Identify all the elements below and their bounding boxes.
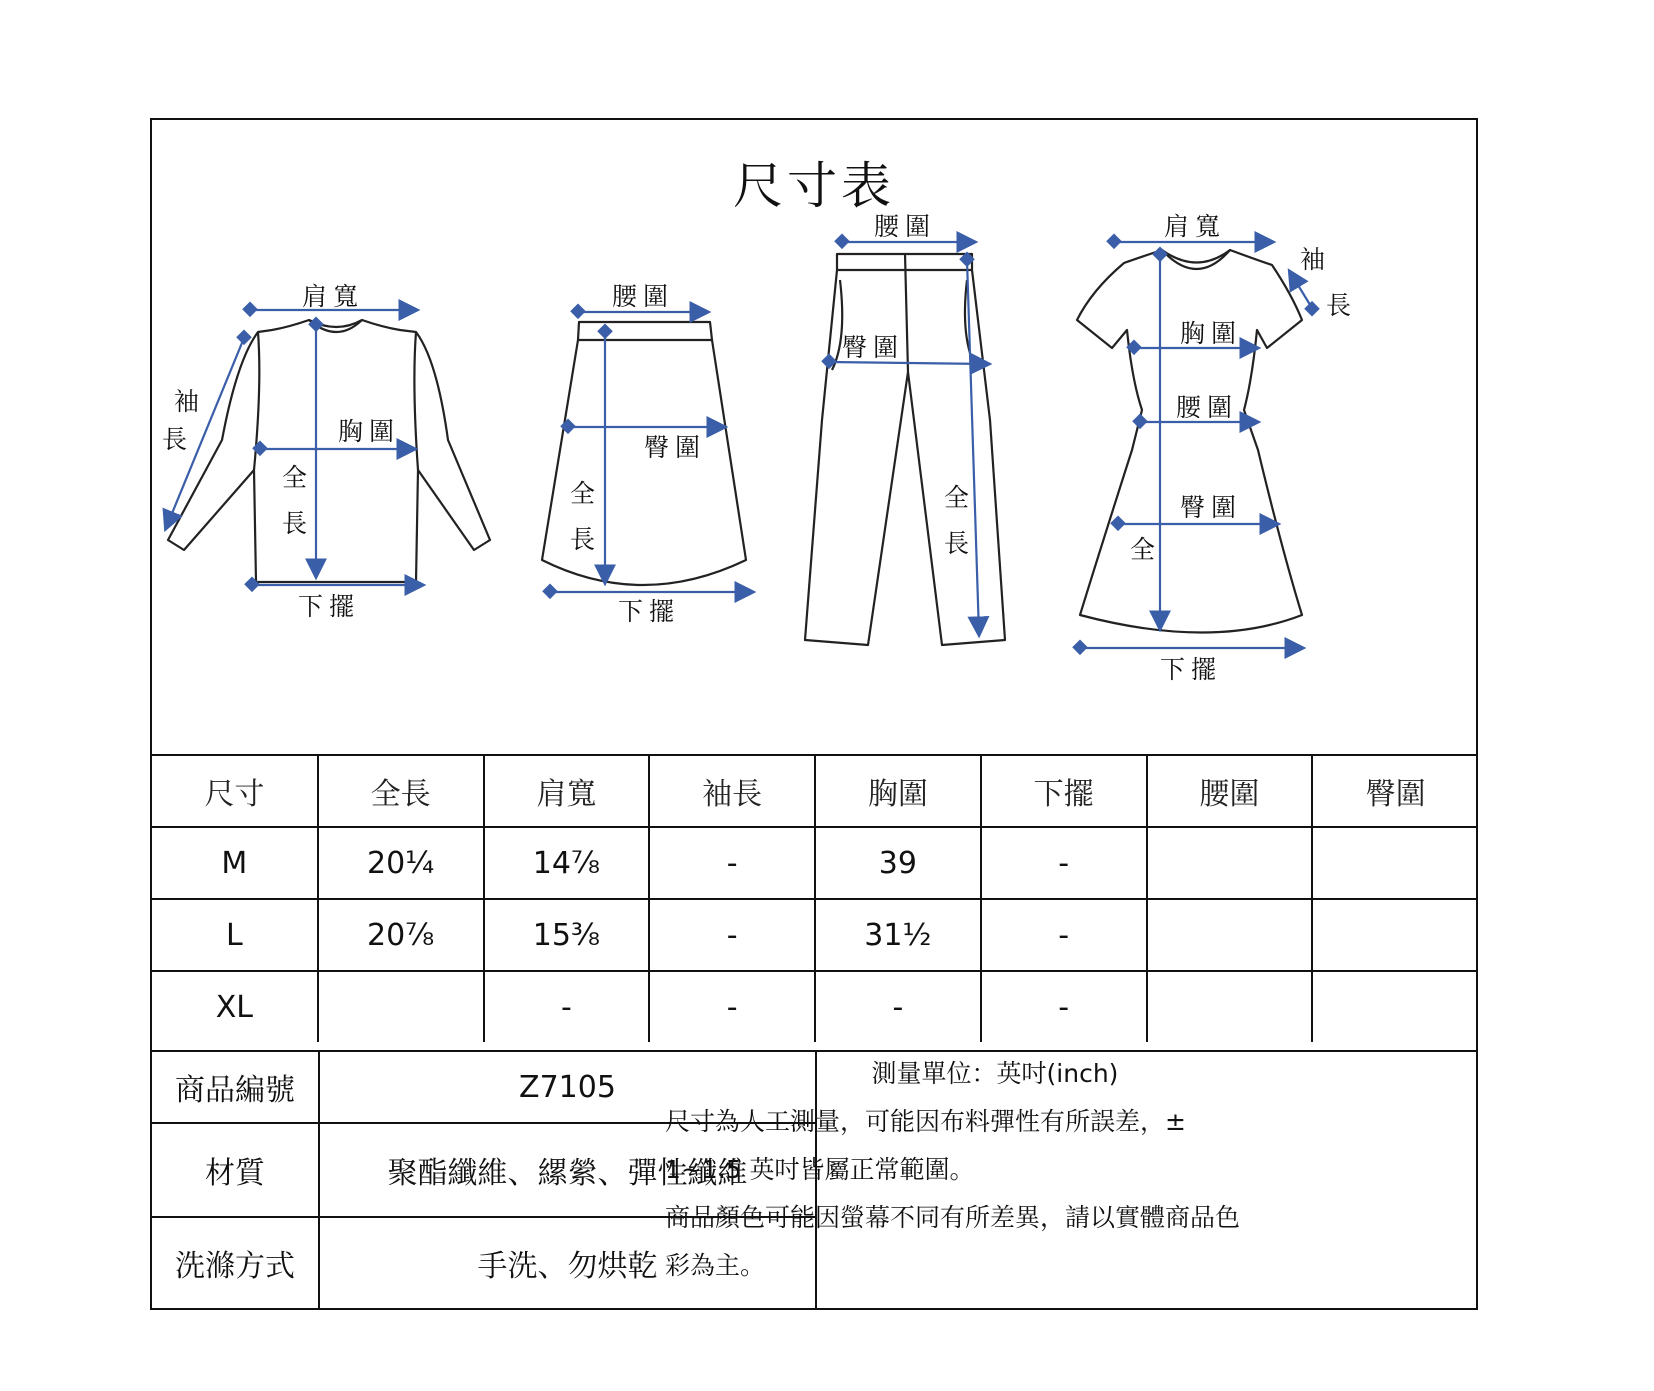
material-label: 材質 [152, 1122, 318, 1216]
table-cell [1147, 827, 1313, 899]
label-pants-length: 全 [944, 483, 976, 512]
label-length: 全 [282, 463, 314, 492]
notes-line: 1~1.5 英吋皆屬正常範圍。 [665, 1155, 975, 1184]
pants-diagram [805, 212, 1005, 645]
label-pants-hip: 臀圍 [842, 333, 905, 362]
table-cell [1147, 971, 1313, 1042]
table-header-row [152, 755, 1478, 827]
table-row [152, 827, 1478, 899]
header-size: 尺寸 [152, 755, 318, 827]
table-cell: - [981, 971, 1147, 1042]
table-cell: 20¼ [318, 827, 484, 899]
table-cell: 15⅜ [484, 899, 650, 971]
page-title: 尺寸表 [733, 157, 895, 215]
label-hem: 下擺 [298, 592, 361, 621]
table-cell: 31½ [815, 899, 981, 971]
skirt-diagram [542, 282, 752, 626]
table-cell: 20⅞ [318, 899, 484, 971]
table-cell: XL [152, 971, 318, 1042]
label-length-2: 長 [282, 509, 314, 538]
label-dress-waist: 腰圍 [1176, 393, 1239, 422]
measurement-notes [665, 1050, 1325, 1290]
table-cell: - [649, 971, 815, 1042]
notes-line: 尺寸為人工測量，可能因布料彈性有所誤差，± [665, 1107, 1186, 1136]
header-sleeve: 袖長 [649, 755, 815, 827]
label-pants-waist: 腰圍 [874, 212, 937, 241]
table-row [152, 899, 1478, 971]
label-skirt-hem: 下擺 [618, 597, 681, 626]
header-hem: 下擺 [981, 755, 1147, 827]
label-skirt-length: 全 [570, 479, 602, 508]
label-dress-sleeve: 袖 [1300, 245, 1332, 274]
table-cell [1312, 971, 1478, 1042]
header-hip: 臀圍 [1312, 755, 1478, 827]
wash-value: 手洗、勿烘乾 [318, 1216, 815, 1308]
label-dress-length: 全 [1130, 535, 1162, 564]
garment-diagrams [152, 120, 1480, 756]
table-cell: - [484, 971, 650, 1042]
label-skirt-length-2: 長 [570, 525, 602, 554]
label-sleeve: 袖 [174, 387, 206, 416]
table-cell: L [152, 899, 318, 971]
table-cell: - [981, 827, 1147, 899]
label-shoulder: 肩寬 [302, 282, 365, 311]
wash-label: 洗滌方式 [152, 1216, 318, 1308]
table-cell: 39 [815, 827, 981, 899]
table-row [152, 971, 1478, 1042]
header-waist: 腰圍 [1147, 755, 1313, 827]
label-chest: 胸圍 [338, 417, 401, 446]
table-cell: 14⅞ [484, 827, 650, 899]
label-pants-length-2: 長 [944, 529, 976, 558]
label-dress-hem: 下擺 [1160, 655, 1223, 684]
size-table [152, 754, 1478, 1042]
table-cell: - [649, 899, 815, 971]
notes-line: 商品顏色可能因螢幕不同有所差異，請以實體商品色 [665, 1203, 1241, 1232]
label-dress-sleeve-2: 長 [1326, 291, 1358, 320]
product-code: Z7105 [318, 1050, 815, 1122]
sweater-diagram [162, 282, 490, 621]
notes-unit: 測量單位：英吋(inch) [871, 1059, 1119, 1088]
label-dress-hip: 臀圍 [1180, 493, 1243, 522]
product-code-label: 商品編號 [152, 1050, 318, 1122]
table-cell [1312, 899, 1478, 971]
material-value: 聚酯纖維、縲縈、彈性纖維 [318, 1122, 815, 1216]
header-shoulder: 肩寬 [484, 755, 650, 827]
table-cell [318, 971, 484, 1042]
label-skirt-waist: 腰圍 [612, 282, 675, 311]
table-cell: - [649, 827, 815, 899]
label-dress-chest: 胸圍 [1180, 319, 1243, 348]
label-dress-shoulder: 肩寬 [1164, 212, 1227, 241]
header-chest: 胸圍 [815, 755, 981, 827]
table-cell: - [981, 899, 1147, 971]
header-length: 全長 [318, 755, 484, 827]
table-cell [1147, 899, 1313, 971]
dress-diagram [1072, 212, 1357, 684]
label-sleeve-2: 長 [162, 425, 194, 454]
table-cell: M [152, 827, 318, 899]
table-cell [1312, 827, 1478, 899]
label-skirt-hip: 臀圍 [644, 433, 707, 462]
table-cell: - [815, 971, 981, 1042]
notes-line: 彩為主。 [665, 1251, 766, 1280]
